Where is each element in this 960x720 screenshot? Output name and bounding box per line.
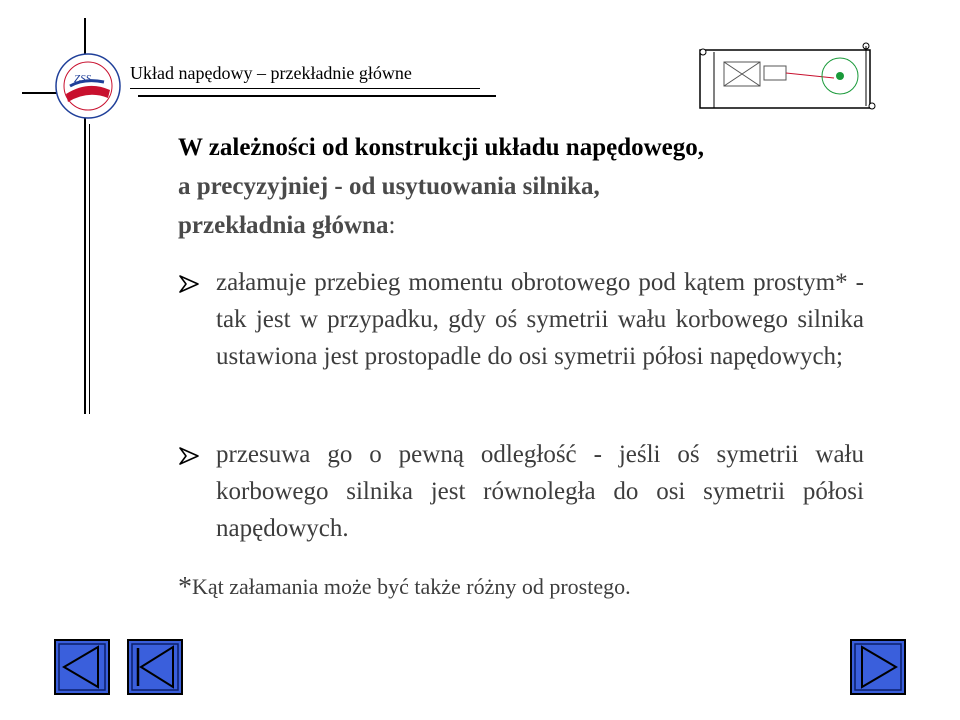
bullet-text-2: przesuwa go o pewną odległość - jeśli oś symetrii wału korbowego silnika jest równoległa do osi symetrii półosi napędowych. xyxy=(216,441,864,542)
bullet-item-2 xyxy=(178,436,864,547)
skip-to-start-icon xyxy=(127,639,183,695)
intro-colon: : xyxy=(388,212,396,239)
triangle-left-icon xyxy=(54,639,110,695)
first-slide-button[interactable] xyxy=(127,639,183,695)
footnote xyxy=(178,572,631,604)
intro-line-3-text: przekładnia główna xyxy=(178,212,389,239)
footnote-star: * xyxy=(178,572,192,603)
intro-line-2: a precyzyjniej - od usytuowania silnika, xyxy=(178,173,600,200)
triangle-right-icon xyxy=(850,639,906,695)
intro-paragraph xyxy=(178,128,878,245)
scroll-diagram-icon xyxy=(694,40,878,116)
arrow-bullet-icon xyxy=(178,446,200,466)
school-logo xyxy=(54,52,122,120)
arrow-bullet-icon xyxy=(178,274,200,294)
bullet-item-1 xyxy=(178,264,864,375)
bullet-text-1: załamuje przebieg momentu obrotowego pod kątem prostym* - tak jest w przypadku, gdy oś symetrii wału korbowego silnika ustawiona jest prostopadle do osi symetrii półosi napędowych; xyxy=(216,269,864,370)
next-slide-button[interactable] xyxy=(850,639,906,695)
previous-slide-button[interactable] xyxy=(54,639,110,695)
frame-vertical-line-2 xyxy=(89,124,90,414)
header-title: Układ napędowy – przekładnie główne xyxy=(130,63,412,83)
frame-horizontal-line-left xyxy=(22,92,58,94)
header-underline-long xyxy=(138,95,496,97)
logo-initials: ZSS xyxy=(74,73,92,85)
intro-line-3 xyxy=(178,206,878,245)
header-underline xyxy=(130,88,480,89)
footnote-text: Kąt załamania może być także różny od prostego. xyxy=(192,574,631,599)
intro-line-1: W zależności od konstrukcji układu napędowego, xyxy=(178,134,705,161)
